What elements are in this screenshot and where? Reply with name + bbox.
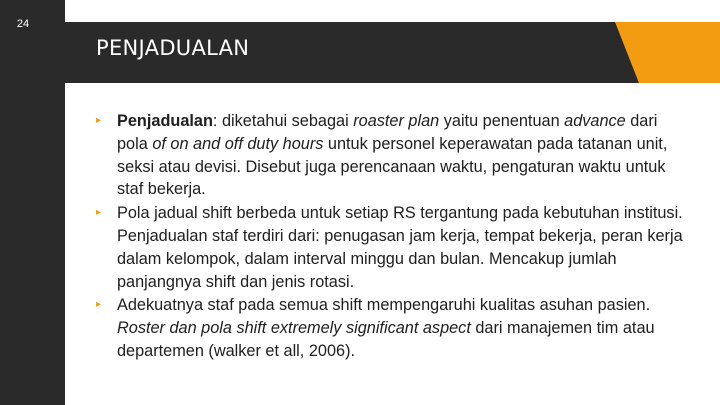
bullet-text: Adekuatnya staf pada semua shift mempengaruhi kualitas asuhan pasien.	[117, 296, 651, 315]
accent-shape	[615, 22, 720, 83]
bullet-text: yaitu penentuan	[439, 112, 565, 130]
bullet-text: untuk personel keperawatan pada tatanan unit, seksi atau devisi. Disebut juga perencanaan waktu, pengaturan waktu untuk staf bekerja.	[117, 134, 668, 199]
bullet-list	[96, 110, 686, 364]
bullet-item	[96, 110, 686, 201]
bullet-arrow-icon: ▸	[96, 207, 102, 219]
bullet-arrow-icon: ▸	[96, 299, 102, 311]
bullet-text: Roster dan pola shift extremely significant aspect	[117, 319, 471, 338]
bullet-text: : diketahui sebagai	[212, 112, 354, 130]
bullet-text: Penjadualan	[117, 112, 213, 130]
bullet-text: advance	[564, 112, 626, 130]
bullet-arrow-icon: ▸	[96, 115, 102, 126]
bullet-text: Pola jadual shift berbeda untuk setiap RS tergantung pada kebutuhan institusi. Penjadualan staf terdiri dari: penugasan jam kerja, tempat bekerja, peran kerja dalam kelompok, dalam interval minggu dan bulan. Mencakup jumlah panjangnya shift dan jenis rotasi.	[117, 204, 683, 291]
bullet-item	[96, 202, 686, 293]
left-sidebar-strip	[0, 0, 65, 405]
bullet-item	[96, 294, 686, 362]
slide-number: 24	[16, 18, 30, 30]
bullet-text: dari pola	[117, 112, 658, 153]
bullet-text: dari manajemen tim atau departemen (walker et all, 2006).	[117, 319, 655, 360]
slide-title: PENJADUALAN	[96, 36, 250, 60]
bullet-text: of on and off duty hours	[152, 134, 324, 153]
bullet-text: roaster plan	[353, 112, 440, 130]
